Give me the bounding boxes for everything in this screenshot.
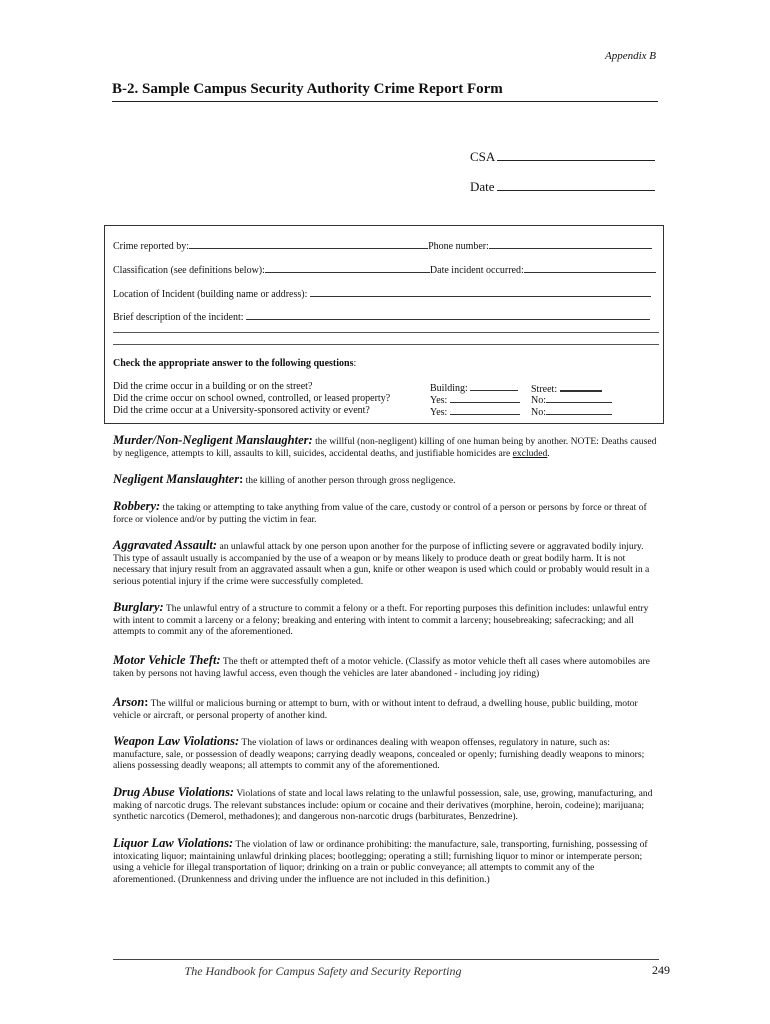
date-incident-label: Date incident occurred: [429,265,524,276]
question-2-answer-2: No: [531,393,612,406]
question-1-answer-1: Building: [430,381,518,394]
date-label: Date [470,179,495,194]
street-field[interactable] [560,381,602,392]
definition-motor-vehicle-theft: Motor Vehicle Theft: The theft or attempted theft of a motor vehicle. (Classify as motor vehicle theft all cases where automobiles are taken by persons not having lawful access, even though the vehicles are later abandoned - including joy riding) [113,653,650,679]
classification-field[interactable] [265,263,430,273]
question-1-answer-2: Street: [531,381,602,395]
building-field[interactable] [470,381,518,391]
appendix-label: Appendix B [604,50,656,62]
definition-arson: Arson: The willful or malicious burning or attempt to burn, with or without intent to defraud, a dwelling house, public building, motor vehicle or aircraft, or personal property of another kind. [113,695,638,721]
on-campus-no-field[interactable] [546,393,612,403]
csa-signature-row [470,148,655,165]
classification-label: Classification (see definitions below): [113,265,265,276]
definition-burglary: Burglary: The unlawful entry of a structure to commit a felony or a theft. For reporting purposes this definition includes: unlawful entry with intent to commit a larceny or a felony; breaking and entering with intent to commit a larceny; housebreaking; safecracking; and all attempts to commit any of the aforementioned. [113,600,649,637]
question-3-answer-1: Yes: [430,405,520,418]
page-number: 249 [652,963,670,977]
crime-reported-by-label: Crime reported by: [113,241,190,252]
row-description [113,310,659,323]
description-line-3[interactable] [113,344,659,345]
date-incident-field[interactable] [524,263,656,273]
csa-label: CSA [470,149,496,164]
question-2: Did the crime occur on school owned, controlled, or leased property? [113,393,391,404]
crime-reported-by-field[interactable] [189,239,428,249]
csa-field[interactable] [497,148,655,161]
phone-number-field[interactable] [489,239,652,249]
report-form [104,225,664,424]
date-signature-row [470,178,655,195]
footer-divider [113,959,659,960]
phone-number-label: Phone number: [428,241,489,252]
definition-negligent-manslaughter: Negligent Manslaughter: the killing of another person through gross negligence. [113,472,456,486]
definition-liquor-law-violations: Liquor Law Violations: The violation of law or ordinance prohibiting: the manufacture, sale, transporting, furnishing, possessing of intoxicating liquor; maintaining unlawful drinking places; bootlegging; operating a still; furnishing liquor to minor or intemperate person; using a vehicle for illegal transportation of liquor; drinking on a train or public conveyance; all attempts to commit any of the aforementioned. (Drunkenness and driving under the influence are not included in this definition.) [113,836,648,885]
question-3-answer-2: No: [531,405,612,418]
row-location [113,287,659,300]
definition-aggravated-assault: Aggravated Assault: an unlawful attack by one person upon another for the purpose of inflicting severe or aggravated bodily injury. This type of assault usually is accompanied by the use of a weapon or by means likely to produce death or great bodily harm. It is not necessary that injury result from an aggravated assault when a gun, knife or other weapon is used which could or probably would result in a serious potential injury if the crime were successfully completed. [113,538,650,587]
date-field[interactable] [497,178,655,191]
location-label: Location of Incident (building name or address): [113,289,308,300]
event-no-field[interactable] [546,405,612,415]
row-classification [113,263,659,276]
definition-murder: Murder/Non-Negligent Manslaughter: the willful (non-negligent) killing of one human being by another. NOTE: Deaths caused by negligence, attempts to kill, assaults to kill, suicides, accidental deaths, and justifiable homicides are excluded. [113,433,657,459]
event-yes-field[interactable] [450,405,520,415]
description-label: Brief description of the incident: [113,312,244,323]
row-reporter [113,239,659,252]
question-1: Did the crime occur in a building or on the street? [113,381,313,392]
footer-title: The Handbook for Campus Safety and Security Reporting [184,964,462,978]
definition-drug-abuse-violations: Drug Abuse Violations: Violations of state and local laws relating to the unlawful possession, sale, use, growing, manufacturing, and making of narcotic drugs. The relevant substances include: opium or cocaine and their derivatives (morphine, heroin, codeine); marijuana; synthetic narcotics (Demerol, methadones); and dangerous non-narcotic drugs (barbiturates, Benzedrine). [113,785,653,822]
description-line-2[interactable] [113,332,659,333]
on-campus-yes-field[interactable] [450,393,520,403]
definition-weapon-law-violations: Weapon Law Violations: The violation of laws or ordinances dealing with weapon offenses, regulatory in nature, such as: manufacture, sale, or possession of deadly weapons; carrying deadly weapons, concealed or openly; furnishing deadly weapons to minors; aliens possessing deadly weapons; all attempts to commit any of the aforementioned. [113,734,645,771]
description-field[interactable] [246,310,650,320]
question-3: Did the crime occur at a University-sponsored activity or event? [113,405,370,416]
location-field[interactable] [310,287,651,297]
question-2-answer-1: Yes: [430,393,520,406]
page-title: B-2. Sample Campus Security Authority Crime Report Form [112,81,658,102]
definition-robbery: Robbery: the taking or attempting to take anything from value of the care, custody or control of a person or persons by force or threat of force or violence and/or by putting the victim in fear. [113,499,647,525]
questions-heading: Check the appropriate answer to the following questions: [113,358,357,369]
